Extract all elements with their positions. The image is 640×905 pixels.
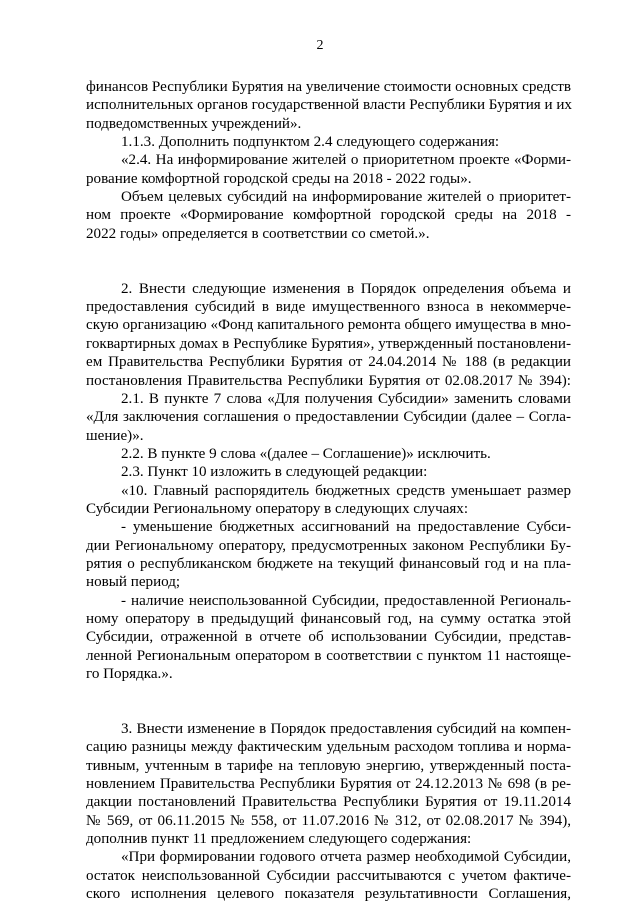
text-line: сацию разницы между фактическим удельным расходом топлива и норма- xyxy=(86,739,571,756)
text-line: 1.1.3. Дополнить подпунктом 2.4 следующего содержания: xyxy=(121,134,500,151)
text-line: «Для заключения соглашения о предоставлении Субсидии (далее – Согла- xyxy=(86,409,571,426)
text-line: рятия о республиканском бюджете на текущий финансовый год и на пла- xyxy=(86,555,571,572)
text-line: дакции постановлений Правительства Республики Бурятия от 19.11.2014 xyxy=(86,794,571,811)
text-line: гоквартирных домах в Республике Бурятия», утвержденный постановлени- xyxy=(86,335,571,352)
text-line: № 569, от 06.11.2015 № 558, от 11.07.2016 № 312, от 02.08.2017 № 394), xyxy=(86,812,571,829)
document-body xyxy=(86,78,571,903)
text-line: остаток неиспользованной Субсидии рассчитываются с учетом фактиче- xyxy=(86,867,571,884)
text-line: ем Правительства Республики Бурятия от 24.04.2014 № 188 (в редакции xyxy=(86,354,571,371)
text-line: «10. Главный распорядитель бюджетных средств уменьшает размер xyxy=(121,482,571,499)
paragraph-gap xyxy=(86,261,571,279)
text-line: го Порядка.». xyxy=(86,666,173,682)
text-line: дополнив пункт 11 предложением следующего содержания: xyxy=(86,831,472,848)
paragraph-gap xyxy=(86,702,571,720)
text-line: скую организацию «Фонд капитального ремонта общего имущества в мно- xyxy=(86,317,571,334)
text-line: Субсидии, отраженной в отчете об использовании Субсидии, представ- xyxy=(86,629,571,646)
text-line: новый период; xyxy=(86,574,181,591)
text-line: шение)». xyxy=(86,427,144,444)
text-line: рование комфортной городской среды на 2018 - 2022 годы». xyxy=(86,170,472,187)
text-line: предоставления субсидий в виде имущественного взноса в некоммерче- xyxy=(86,299,571,316)
text-line: тивным, учтенным в тарифе на тепловую энергию, утвержденный поста- xyxy=(86,757,571,774)
text-line: 2022 годы» определяется в соответствии со сметой.». xyxy=(86,225,430,242)
text-line: финансов Республики Бурятия на увеличение стоимости основных средств xyxy=(86,79,571,95)
text-line: исполнительных органов государственной власти Республики Бурятия и их xyxy=(86,97,572,114)
text-line: ном проекте «Формирование комфортной городской среды на 2018 - xyxy=(86,207,571,224)
text-line: Субсидии Региональному оператору в следующих случаях: xyxy=(86,500,469,517)
text-line: 3. Внести изменение в Порядок предоставления субсидий на компен- xyxy=(121,721,571,738)
text-line: «При формировании годового отчета размер необходимой Субсидии, xyxy=(121,849,571,866)
page-number: 2 xyxy=(316,38,324,53)
text-line: новлением Правительства Республики Бурятия от 24.12.2013 № 698 (в ре- xyxy=(86,776,571,793)
text-line: «2.4. На информирование жителей о приоритетном проекте «Форми- xyxy=(121,152,571,169)
text-line: подведомственных учреждений». xyxy=(86,115,302,132)
text-line: 2. Внести следующие изменения в Порядок определения объема и xyxy=(121,280,571,297)
text-line: Объем целевых субсидий на информирование жителей о приоритет- xyxy=(121,189,571,206)
text-line: 2.1. В пункте 7 слова «Для получения Субсидии» заменить словами xyxy=(121,390,571,407)
text-line: ному оператору в предыдущий финансовый год, на сумму остатка этой xyxy=(86,610,571,627)
text-line: постановления Правительства Республики Бурятия от 02.08.2017 № 394): xyxy=(86,372,571,389)
text-line: 2.3. Пункт 10 изложить в следующей редакции: xyxy=(121,464,428,481)
text-line: - уменьшение бюджетных ассигнований на предоставление Субси- xyxy=(121,519,571,536)
text-line: - наличие неиспользованной Субсидии, предоставленной Региональ- xyxy=(121,592,571,609)
paragraph-gap xyxy=(86,243,571,261)
text-line: 2.2. В пункте 9 слова «(далее – Соглашение)» исключить. xyxy=(121,445,491,462)
text-line: дии Региональному оператору, предусмотренных законом Республики Бу- xyxy=(86,537,571,554)
text-line: ленной Региональным оператором в соответствии с пунктом 11 настояще- xyxy=(86,647,571,664)
text-line: ского исполнения целевого показателя результативности Соглашения, xyxy=(86,886,571,903)
paragraph-gap xyxy=(86,683,571,701)
